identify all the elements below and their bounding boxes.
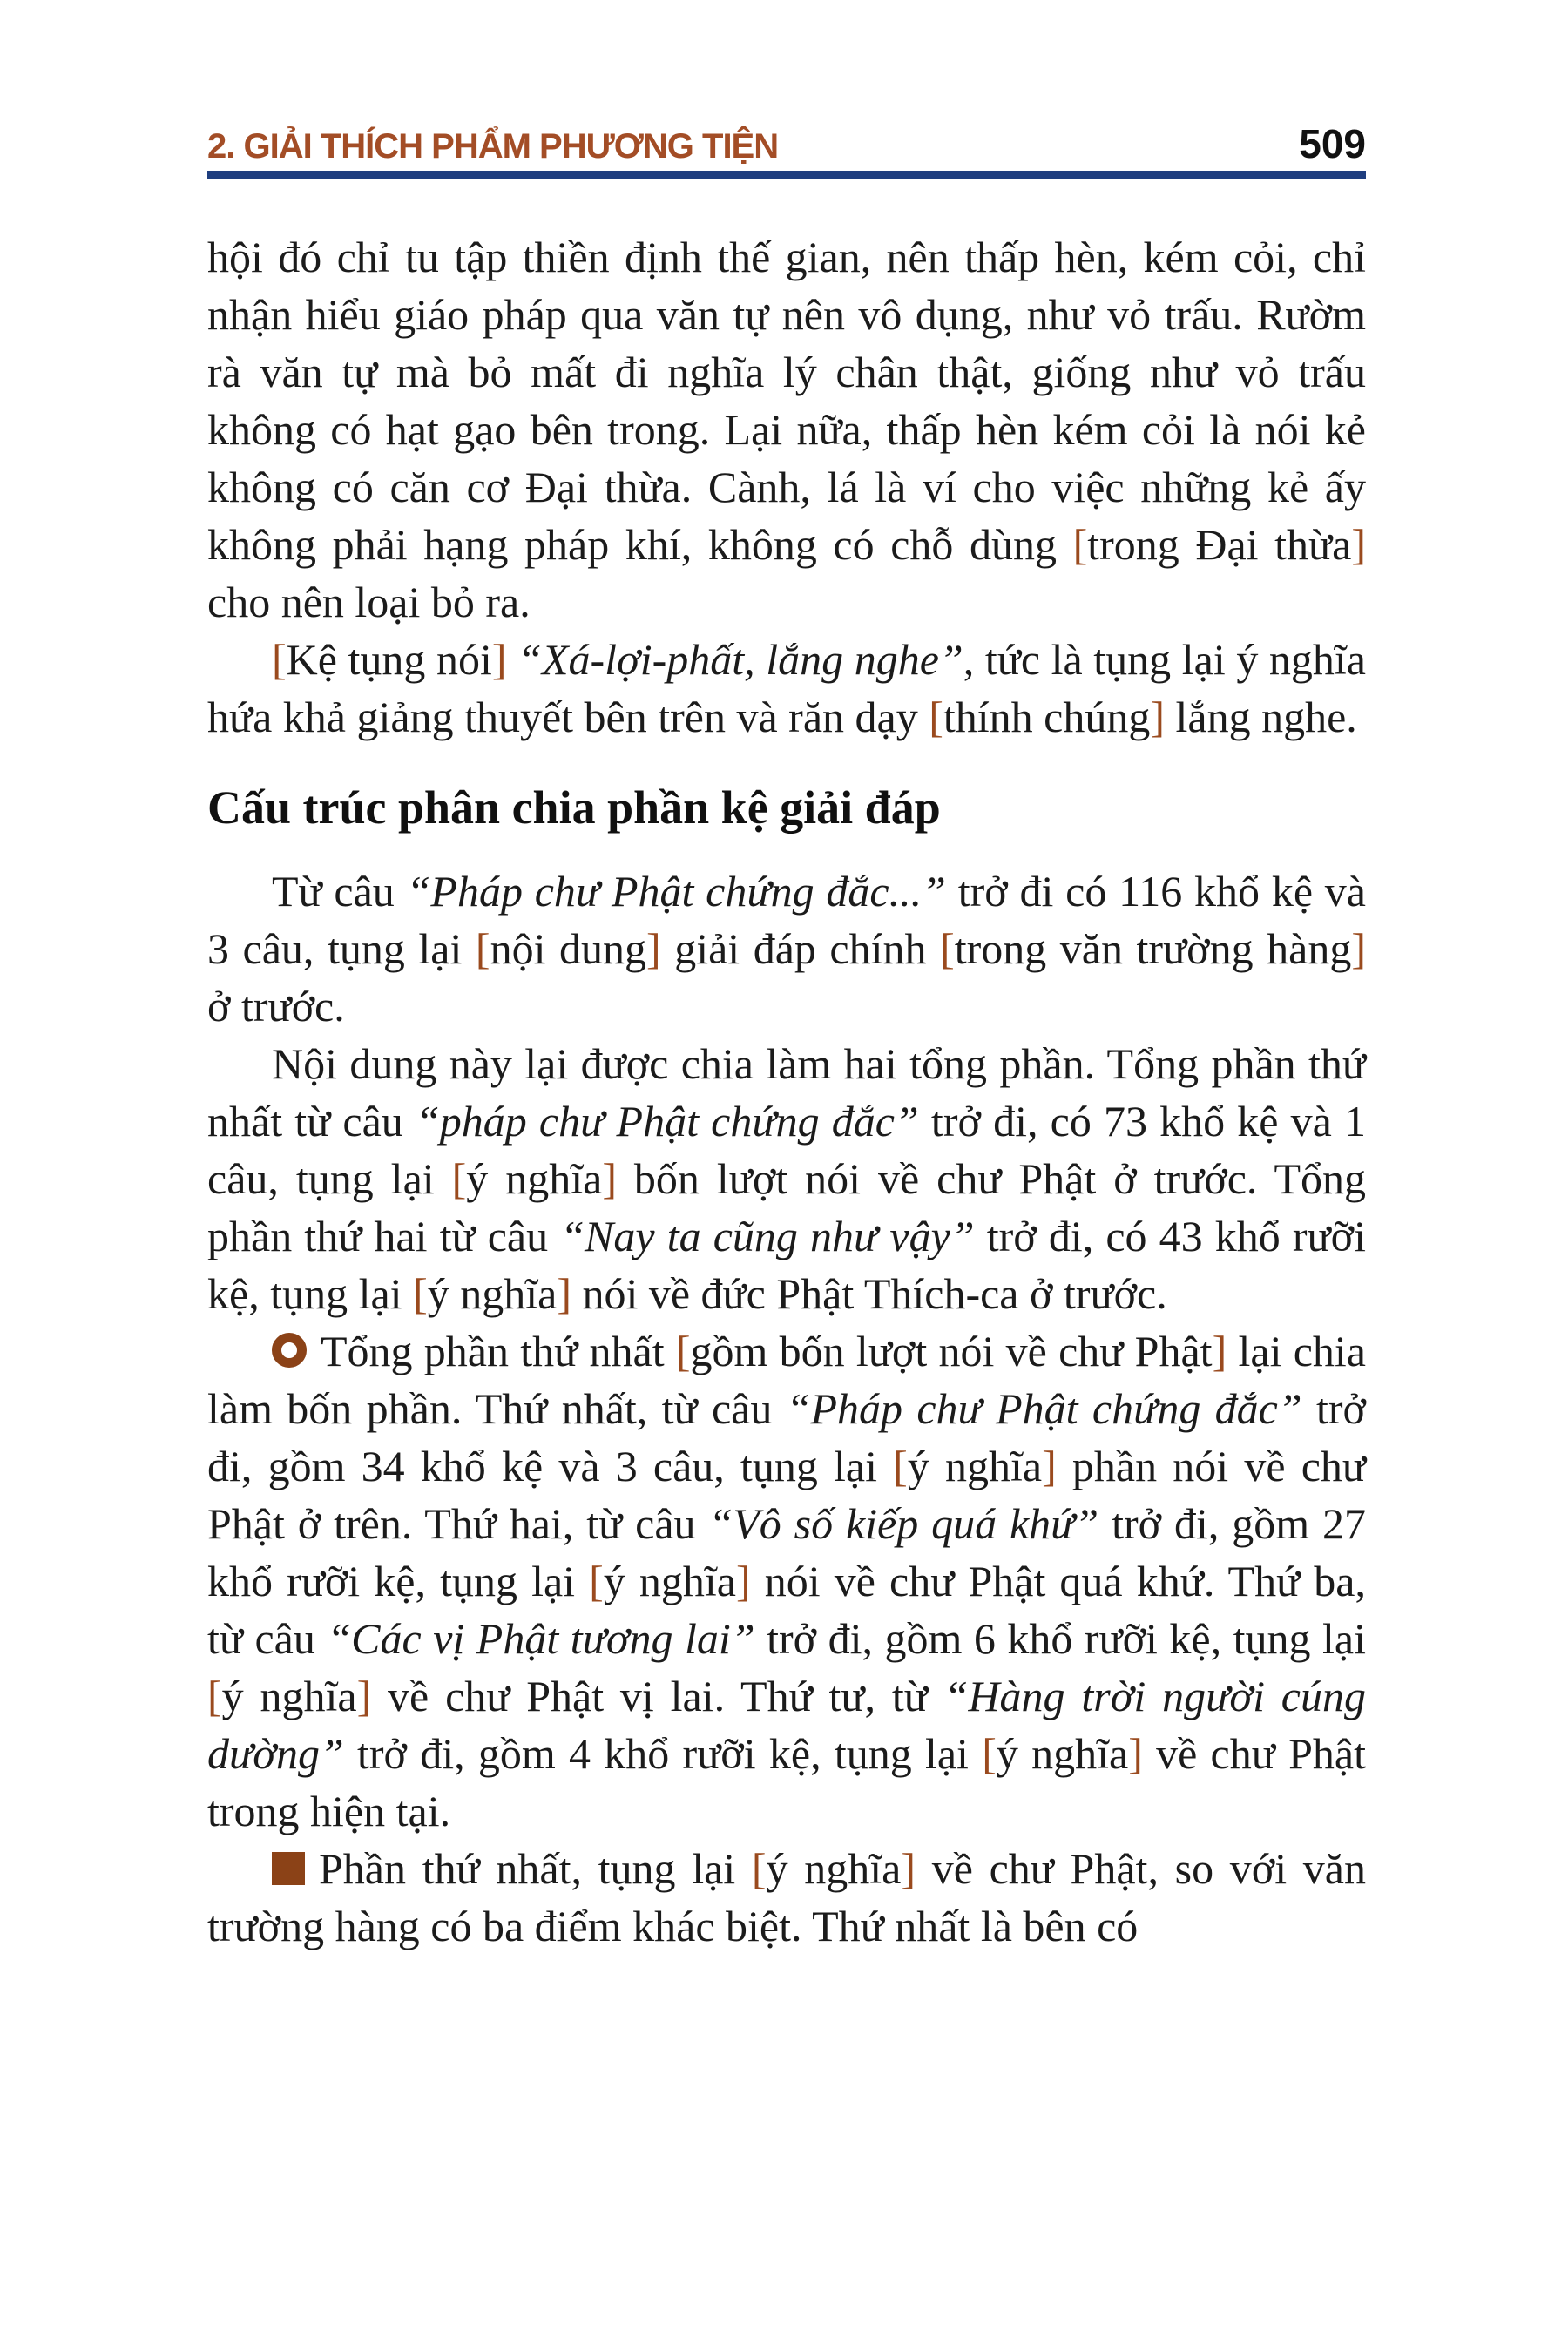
text-run: trở đi, gồm 4 khổ rưỡi kệ, tụng lại <box>343 1729 983 1778</box>
text-run: nói về chư Phật quá khứ. Thứ ba, từ câu <box>207 1557 1366 1663</box>
bracket-mark: [ <box>413 1269 428 1318</box>
bracket-mark: ] <box>1212 1327 1227 1375</box>
text-run: trong Đại thừa <box>1087 520 1352 569</box>
bracket-mark: [ <box>929 693 943 741</box>
page-header <box>207 120 1366 167</box>
text-run: ý nghĩa <box>603 1557 736 1605</box>
text-run: ý nghĩa <box>766 1844 902 1893</box>
chapter-header: 2. GIẢI THÍCH PHẨM PHƯƠNG TIỆN <box>207 127 779 166</box>
bracket-mark: [ <box>207 1672 222 1720</box>
bracket-mark: ] <box>1351 520 1366 569</box>
text-run: trở đi, gồm 6 khổ rưỡi kệ, tụng lại <box>754 1614 1366 1663</box>
bracket-mark: [ <box>893 1442 908 1490</box>
bracket-mark: ] <box>356 1672 372 1720</box>
page-body <box>207 228 1366 1955</box>
bracket-mark: ] <box>646 924 661 973</box>
text-run: nội dung <box>490 924 646 973</box>
text-run: trở đi, gồm 34 khổ kệ và 3 câu, tụng lại <box>207 1384 1366 1490</box>
text-run: lại chia làm bốn phần. Thứ nhất, từ câu <box>207 1327 1366 1433</box>
text-run: ý nghĩa <box>466 1154 603 1203</box>
bracket-mark: ] <box>557 1269 571 1318</box>
text-run: trở đi, gồm 27 khổ rưỡi kệ, tụng lại <box>207 1499 1367 1605</box>
text-run: hội đó chỉ tu tập thiền định thế gian, nên thấp hèn, kém cỏi, chỉ nhận hiểu giáo pháp qua văn tự nên vô dụng, như vỏ trấu. Rườm rà văn tự mà bỏ mất đi nghĩa lý chân thật, giống như vỏ trấu không có hạt gạo bên trong. Lại nữa, thấp hèn kém cỏi là nói kẻ không có căn cơ Đại thừa. Cành, lá là ví cho việc những kẻ ấy không phải hạng pháp khí, không có chỗ dùng <box>207 233 1366 569</box>
text-run: Nội dung này lại được chia làm hai tổng phần. Tổng phần thứ nhất từ câu <box>207 1039 1366 1146</box>
quoted-phrase: “Các vị Phật tương lai” <box>327 1614 755 1663</box>
text-run: bốn lượt nói về chư Phật ở trước. Tổng phần thứ hai từ câu <box>207 1154 1366 1260</box>
text-run: gồm bốn lượt nói về chư Phật <box>690 1327 1213 1375</box>
text-run: Kệ tụng nói <box>286 635 492 684</box>
text-run: về chư Phật vị lai. Thứ tư, từ <box>371 1672 944 1720</box>
text-run: ý nghĩa <box>221 1672 357 1720</box>
quoted-phrase: “Xá-lợi-phất, lắng nghe” <box>517 635 963 684</box>
text-run <box>507 635 518 684</box>
bracket-mark: [ <box>1072 520 1088 569</box>
text-run: về chư Phật, so với văn trường hàng có ba điểm khác biệt. Thứ nhất là bên có <box>207 1844 1366 1950</box>
text-run: trở đi có 116 khổ kệ và 3 câu, tụng lại <box>207 867 1366 973</box>
bracket-mark: ] <box>901 1844 916 1893</box>
bracket-mark: [ <box>982 1729 997 1778</box>
bracket-mark: ] <box>602 1154 617 1203</box>
quoted-phrase: “Nay ta cũng như vậy” <box>560 1212 975 1260</box>
text-run: Từ câu <box>272 867 407 916</box>
quoted-phrase: “Pháp chư Phật chứng đắc...” <box>406 867 946 916</box>
text-run: trở đi, có 73 khổ kệ và 1 câu, tụng lại <box>207 1097 1367 1203</box>
bracket-mark: [ <box>675 1327 691 1375</box>
header-rule <box>207 171 1366 179</box>
square-bullet-icon <box>272 1852 305 1885</box>
text-run: ý nghĩa <box>996 1729 1129 1778</box>
paragraph-3 <box>207 862 1366 1035</box>
bracket-mark: ] <box>1351 924 1366 973</box>
quoted-phrase: “Pháp chư Phật chứng đắc” <box>786 1384 1302 1433</box>
text-run: trong văn trường hàng <box>954 924 1352 973</box>
paragraph-2 <box>207 631 1366 746</box>
bracket-mark: [ <box>940 924 955 973</box>
bracket-mark: [ <box>475 924 490 973</box>
quoted-phrase: “Hàng trời người cúng dường” <box>207 1672 1366 1778</box>
bracket-mark: [ <box>751 1844 767 1893</box>
text-run: thính chúng <box>943 693 1151 741</box>
paragraph-6 <box>207 1840 1366 1955</box>
paragraph-5-text <box>207 1327 1366 1835</box>
text-run: ý nghĩa <box>907 1442 1043 1490</box>
text-run: phần nói về chư Phật ở trên. Thứ hai, từ câu <box>207 1442 1366 1548</box>
quoted-phrase: “Vô số kiếp quá khứ” <box>708 1499 1099 1548</box>
bracket-mark: ] <box>1128 1729 1143 1778</box>
text-run: Phần thứ nhất, tụng lại <box>319 1844 752 1893</box>
text-run: lắng nghe. <box>1165 693 1357 741</box>
bracket-mark: ] <box>1150 693 1165 741</box>
bracket-mark: [ <box>272 635 287 684</box>
text-run: ý nghĩa <box>427 1269 558 1318</box>
section-heading: Cấu trúc phân chia phần kệ giải đáp <box>207 781 941 834</box>
quoted-phrase: “pháp chư Phật chứng đắc” <box>415 1097 919 1146</box>
bracket-mark: ] <box>1042 1442 1057 1490</box>
text-run: , tức là tụng lại ý nghĩa hứa khả giảng thuyết bên trên và răn dạy <box>207 635 1366 741</box>
paragraph-4 <box>207 1035 1366 1322</box>
bracket-mark: ] <box>491 635 507 684</box>
bracket-mark: ] <box>736 1557 751 1605</box>
text-run: giải đáp chính <box>660 924 941 973</box>
text-run: trở đi, có 43 khổ rưỡi kệ, tụng lại <box>207 1212 1366 1318</box>
paragraph-6-text <box>207 1844 1366 1950</box>
bracket-mark: [ <box>451 1154 467 1203</box>
text-run: về chư Phật trong hiện tại. <box>207 1729 1366 1835</box>
text-run: cho nên loại bỏ ra. <box>207 578 531 626</box>
text-run: ở trước. <box>207 982 345 1031</box>
text-run: Tổng phần thứ nhất <box>321 1327 676 1375</box>
text-run: nói về đức Phật Thích-ca ở trước. <box>571 1269 1167 1318</box>
page-number: 509 <box>1299 121 1366 166</box>
ring-bullet-icon <box>272 1333 307 1368</box>
paragraph-5 <box>207 1322 1366 1840</box>
bracket-mark: [ <box>589 1557 604 1605</box>
paragraph-1 <box>207 228 1366 631</box>
